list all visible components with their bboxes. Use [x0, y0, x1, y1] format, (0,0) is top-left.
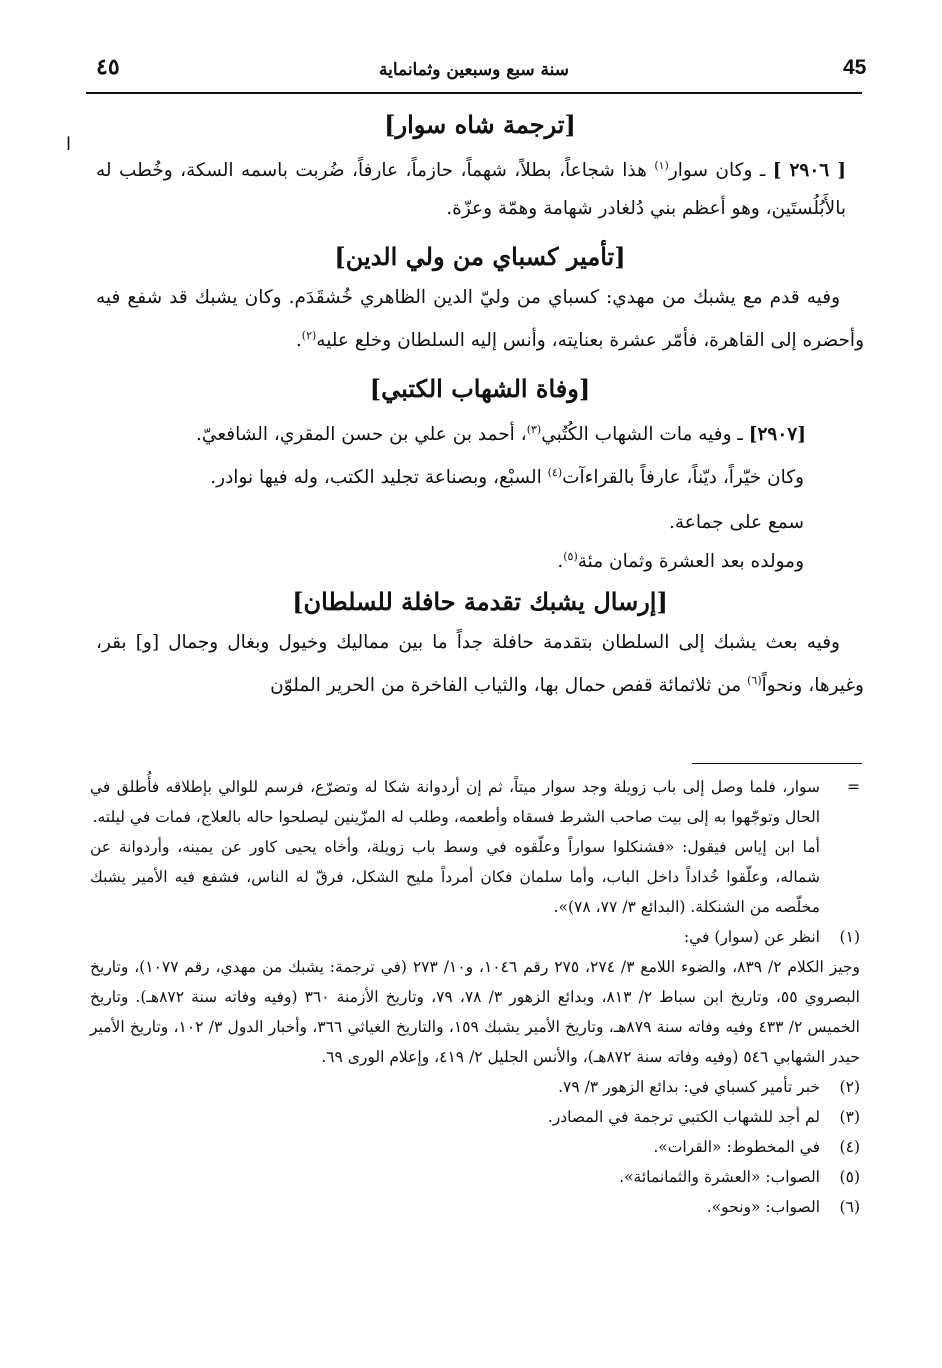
footnote-text: لم أجد للشهاب الكتبي ترجمة في المصادر. [547, 1108, 820, 1126]
section-heading: [ترجمة شاه سوار] [384, 110, 576, 139]
paragraph-text: . [557, 550, 564, 572]
entry-number: [ ٢٩٠٦ ] [772, 160, 846, 182]
footnote-text: سوار، فلما وصل إلى باب زويلة وجد سوار ميتاً، ثم إن أردوانة شكا له وتضرّع، فرسم للوالي بإطلاقه فأُطلق في الحال وتوجّهوا به إلى بيت صاحب الشرط فسقاه وأطعمه، وطلب له المزّينين ليصلحوا حاله بالعلاج، فمات في ليلته. [90, 778, 820, 826]
footnote-ref: (٢) [301, 329, 317, 343]
page-header [86, 52, 867, 92]
footnote-ref: (١) [654, 159, 669, 172]
section-heading: [إرسال يشبك تقدمة حافلة للسلطان] [292, 586, 668, 616]
footnote-marker: (٤) [839, 1138, 860, 1156]
footnote [90, 1102, 860, 1132]
section-heading: [وفاة الشهاب الكتبي] [369, 374, 591, 404]
footnote-ref: (٥) [563, 549, 578, 563]
footnote-text: الصواب: «العشرة والثمانمائة». [619, 1168, 820, 1186]
footnote-marker: (٢) [839, 1078, 860, 1096]
page-number-latin: 45 [843, 56, 867, 79]
footnote [90, 1192, 860, 1222]
footnote-continuation [90, 952, 860, 1072]
footnote-marker: (٥) [839, 1168, 860, 1186]
header-rule [86, 92, 862, 94]
paragraph-text: وفيه بعث يشبك إلى السلطان بتقدمة حافلة جداً ما بين مماليك وخيول وبغال وجمال [و] بقر، وغيرها، ونحواً [96, 631, 864, 696]
paragraph [96, 542, 864, 577]
paragraph-text: وكان خيّراً، ديّناً، عارفاً بالقراءآت [562, 467, 804, 489]
footnote [90, 922, 860, 952]
footnote [90, 1072, 860, 1102]
paragraph [96, 279, 864, 360]
footnote-ref: (٤) [547, 466, 563, 480]
paragraph [96, 624, 864, 705]
running-title: سنة سبع وسبعين وثمانماية [378, 60, 570, 80]
footnote-marker: (٣) [839, 1108, 860, 1126]
footnote [90, 1132, 860, 1162]
paragraph [96, 454, 864, 497]
footnote-marker: (٦) [839, 1198, 860, 1216]
footnote-continuation [90, 832, 860, 922]
footnote-text: انظر عن (سوار) في: [683, 928, 820, 946]
paragraph-text: السبْع، وبصناعة تجليد الكتب، وله فيها نوادر. [210, 467, 548, 489]
paragraph [96, 504, 864, 542]
paragraph-text: ومولده بعد العشرة وثمان مئة [577, 550, 804, 572]
footnote-continuation [90, 772, 860, 832]
footnote-text: أما ابن إياس فيقول: «فشنكلوا سواراً وعلّقوه في وسط باب زويلة، وأخاه يحيى كاور عن يمينه، وأردوانة عن شماله، وعلّقوا خُداداً داخل الباب، وأما سلمان فكان أمرداً مليح الشكل، فرقّ له الناس، فشفع فيه الأمير يشبك مخلّصه من الشنكلة. (البدائع ٣/ ٧٧، ٧٨)». [90, 838, 820, 916]
footnote-text: وجيز الكلام ٢/ ٨٣٩، والضوء اللامع ٣/ ٢٧٤، ٢٧٥ رقم ١٠٤٦، و١٠/ ٢٧٣ (في ترجمة: يشبك من مهدي، رقم ١٠٧٧)، وتاريخ البصروي ٥٥، وتاريخ ابن سباط ٢/ ٨١٣، وبدائع الزهور ٣/ ٧٨، ٧٩، وتاريخ الأزمنة ٣٦٠ (وفيه وفاته سنة ٨٧٢هـ). وتاريخ الخميس ٢/ ٤٣٣ وفيه وفاته سنة ٨٧٩هـ، وتاريخ الأمير يشبك ١٥٩، والتاريخ الغياثي ٣٦٦، وأخبار الدول ٣/ ١٠٢، وتاريخ الأمير حيدر الشهابي ٥٤٦ (وفيه وفاته سنة ٨٧٢هـ)، والأنس الجليل ٢/ ٤١٩، وإعلام الورى ٦٩. [90, 958, 861, 1066]
footnote-marker: (١) [839, 928, 860, 946]
page-number-arabic: ٤٥ [96, 54, 120, 80]
paragraph-text: وفيه قدم مع يشبك من مهدي: كسباي من وليّ الدين الظاهري خُشقَدَم. وكان يشبك قد شفع فيه وأحضره إلى القاهرة، فأمّر عشرة بعنايته، وأنس إليه السلطان وخلع عليه [96, 287, 864, 352]
entry-paragraph [96, 147, 864, 228]
footnote-ref: (٣) [526, 423, 542, 437]
footnote-text: خبر تأمير كسباي في: بدائع الزهور ٣/ ٧٩. [558, 1078, 820, 1096]
section-heading: [تأمير كسباي من ولي الدين] [334, 242, 626, 272]
footnote-ref: (٦) [747, 673, 762, 687]
entry-paragraph [96, 411, 864, 454]
margin-mark: ا [66, 134, 72, 155]
paragraph-text: . [295, 330, 302, 352]
footnote-rule [692, 763, 862, 764]
footnote-text: في المخطوط: «القرات». [653, 1138, 820, 1156]
entry-number: [٢٩٠٧] [748, 424, 806, 446]
main-text [96, 104, 864, 705]
continuation-marker: = [847, 778, 860, 796]
footnotes [90, 772, 860, 1222]
paragraph-text: هذا شجاعاً، بطلاً، شهماً، حازماً، عارفاً، ضُربت باسمه السكة، وخُطب له بالأَبُلُستَين، وهو أعظم بني دُلغادر شهامة وهمّة وعزّة. [96, 160, 846, 220]
paragraph-text: سمع على جماعة. [669, 511, 804, 533]
footnote [90, 1162, 860, 1192]
paragraph-text: من ثلاثمائة قفص حمال بها، والثياب الفاخرة من الحرير الملوّن [270, 674, 748, 696]
paragraph-text: ، أحمد بن علي بن حسن المقري، الشافعيّ. [196, 424, 527, 446]
footnote-text: الصواب: «ونحو». [706, 1198, 820, 1216]
paragraph-text: ـ وكان سوار [668, 160, 773, 182]
paragraph-text: ـ وفيه مات الشهاب الكُتُبي [541, 424, 749, 446]
